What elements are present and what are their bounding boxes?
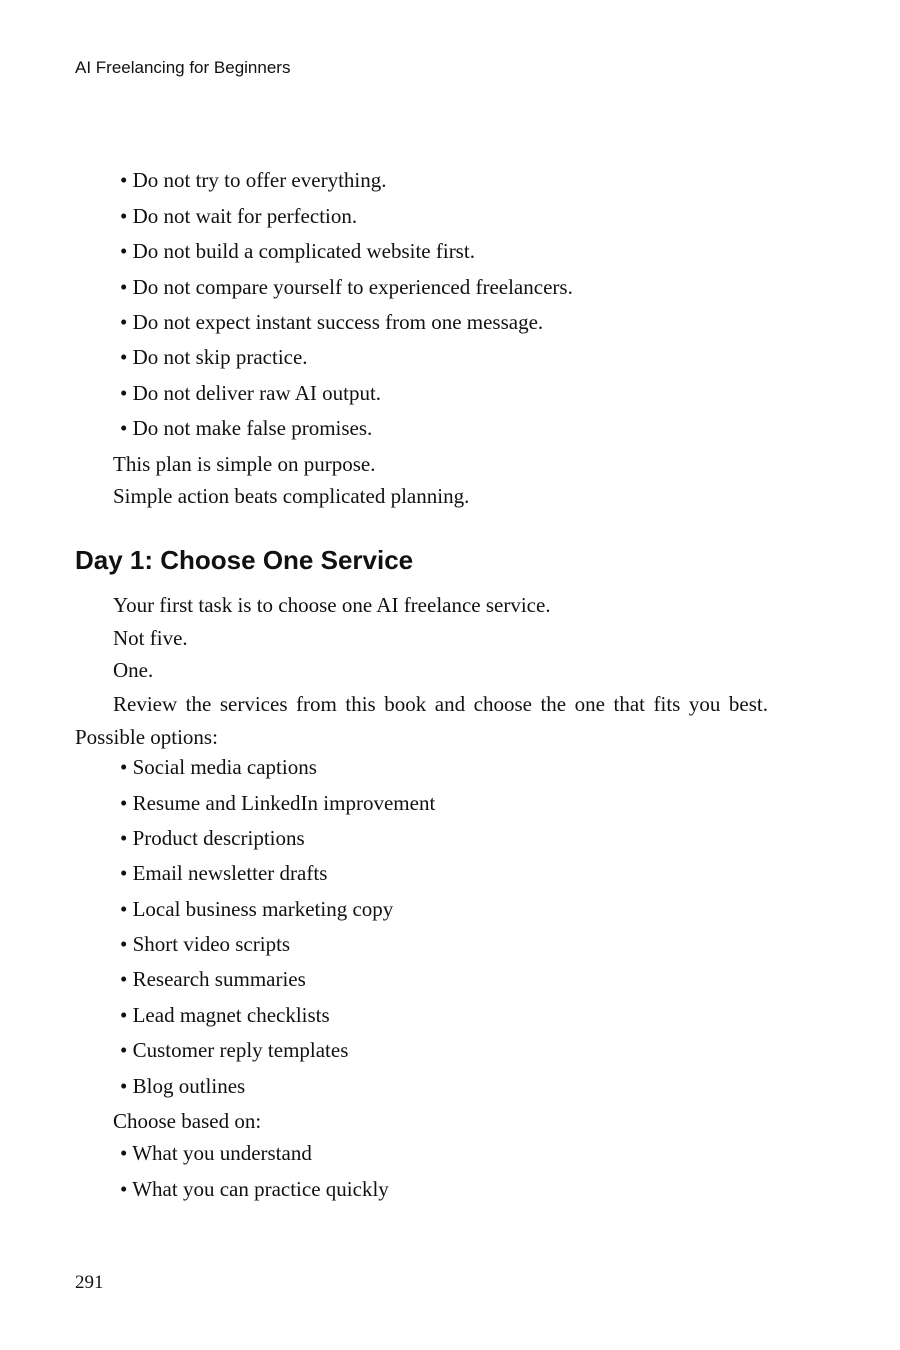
list-item: • Blog outlines xyxy=(120,1074,246,1098)
list-item: • Do not compare yourself to experienced freelancers. xyxy=(120,275,573,299)
list-item: • Do not try to offer everything. xyxy=(120,168,387,192)
paragraph: Choose based on: xyxy=(113,1109,262,1133)
list-item: • Resume and LinkedIn improvement xyxy=(120,791,436,815)
list-item: • Do not expect instant success from one message. xyxy=(120,310,544,334)
section-heading: Day 1: Choose One Service xyxy=(75,545,414,575)
paragraph: Your first task is to choose one AI freelance service. xyxy=(113,593,551,617)
list-item: • Customer reply templates xyxy=(120,1038,349,1062)
list-item: • Do not deliver raw AI output. xyxy=(120,381,382,405)
list-item: • Do not make false promises. xyxy=(120,416,373,440)
list-item: • Do not skip practice. xyxy=(120,345,308,369)
list-item: • Local business marketing copy xyxy=(120,897,394,921)
list-item: • Do not wait for perfection. xyxy=(120,204,358,228)
list-item: • Short video scripts xyxy=(120,932,291,956)
paragraph: Simple action beats complicated planning. xyxy=(113,484,470,508)
list-item: • What you can practice quickly xyxy=(120,1177,389,1201)
list-item: • Do not build a complicated website first. xyxy=(120,239,475,263)
list-item: • Lead magnet checklists xyxy=(120,1003,330,1027)
review-paragraph: Review the services from this book and choose the one that fits you best. Possible options: xyxy=(75,692,768,749)
list-item: • What you understand xyxy=(120,1141,312,1165)
list-item: • Product descriptions xyxy=(120,826,305,850)
paragraph: Not five. xyxy=(113,626,188,650)
paragraph: One. xyxy=(113,658,154,682)
running-header: AI Freelancing for Beginners xyxy=(75,58,291,77)
paragraph: This plan is simple on purpose. xyxy=(113,452,376,476)
list-item: • Social media captions xyxy=(120,755,317,779)
page-number: 291 xyxy=(75,1272,104,1293)
list-item: • Email newsletter drafts xyxy=(120,861,328,885)
list-item: • Research summaries xyxy=(120,967,306,991)
